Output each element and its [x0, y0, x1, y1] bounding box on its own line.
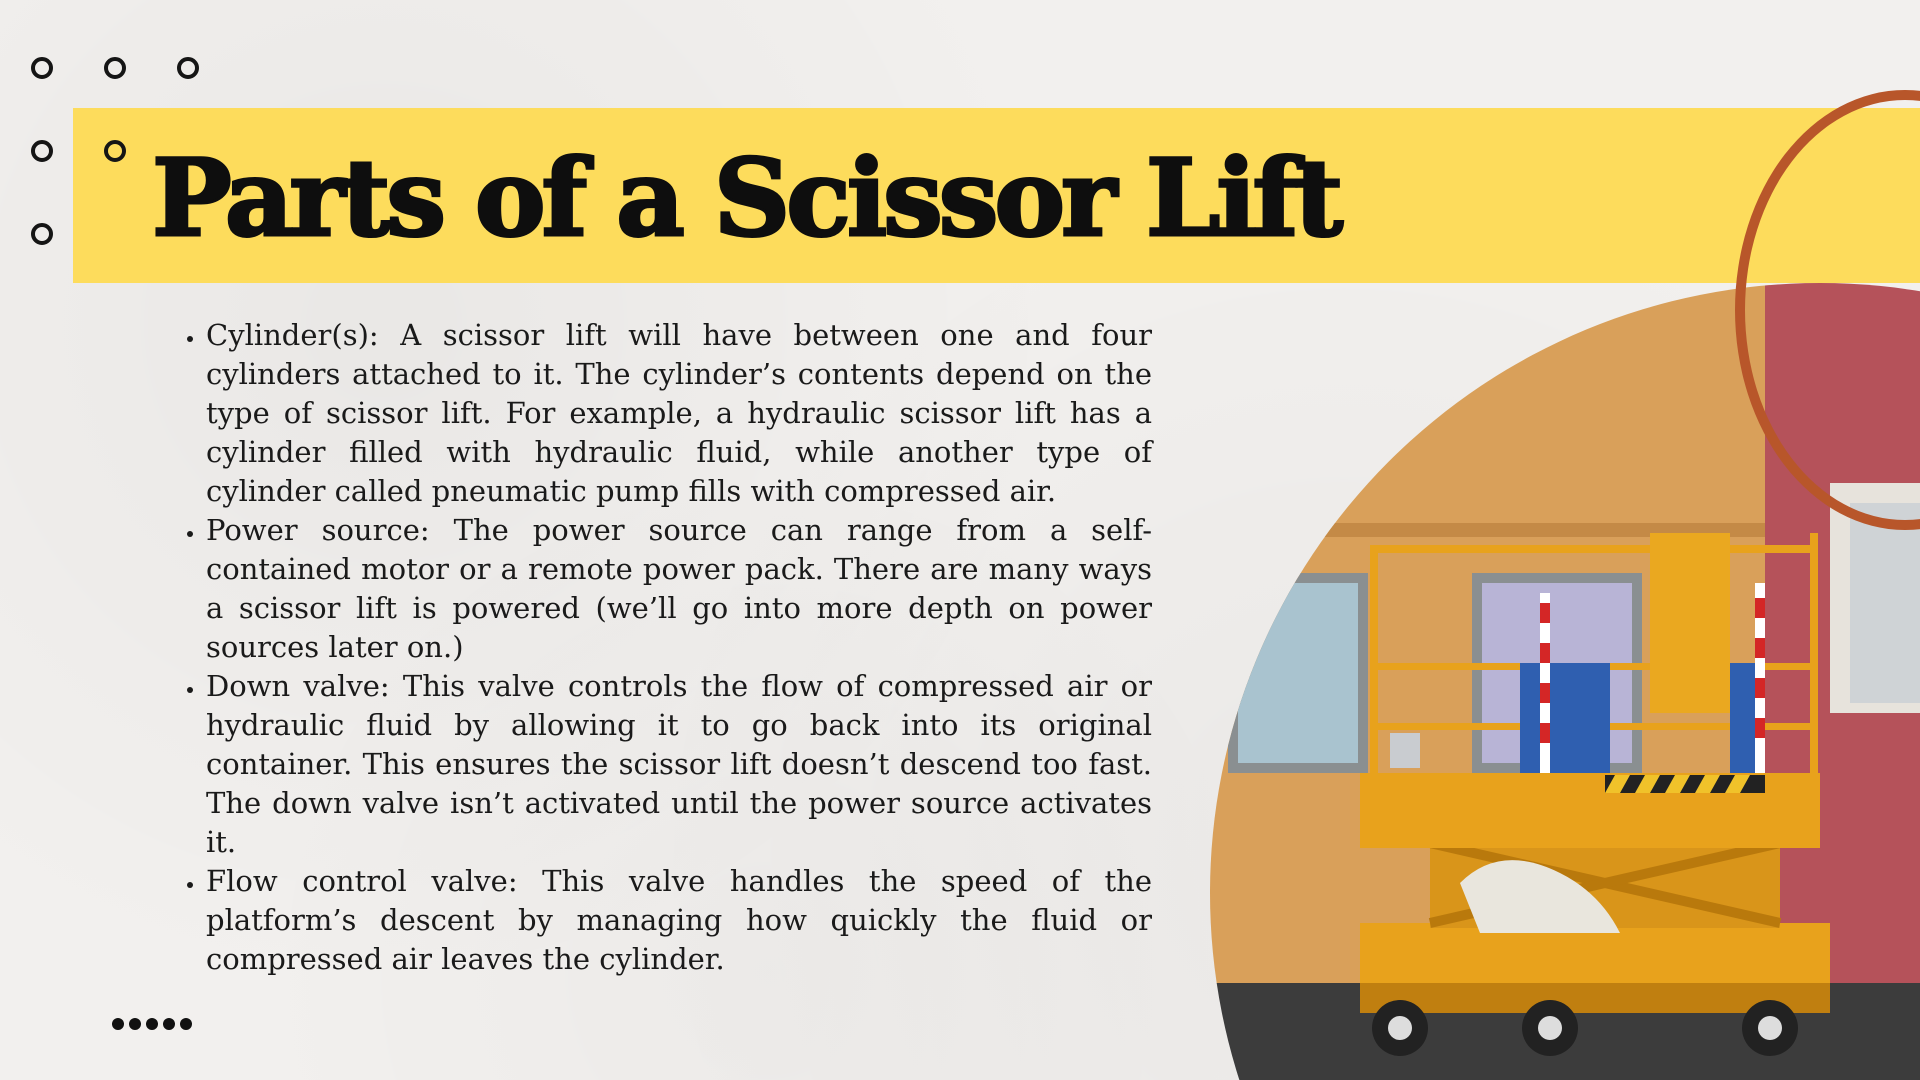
ring-icon — [104, 57, 126, 79]
list-item: • Flow control valve: This valve handles the speed of the platform’s descent by managing how quickly the fluid or compressed air leaves the cylinder. — [206, 862, 1152, 979]
ring-icon — [31, 223, 53, 245]
bullet-list — [178, 316, 1152, 979]
list-item: • Cylinder(s): A scissor lift will have between one and four cylinders attached to it. The cylinder’s contents depend on the type of scissor lift. For example, a hydraulic scissor lift has a cylinder filled with hydraulic fluid, while another type of cylinder called pneumatic pump fills with compressed air. — [206, 316, 1152, 511]
dot-icon — [129, 1018, 141, 1030]
dot-icon — [146, 1018, 158, 1030]
list-item: • Power source: The power source can range from a self-contained motor or a remote power pack. There are many ways a scissor lift is powered (we’ll go into more depth on power sources later on.) — [206, 511, 1152, 667]
ring-icon — [177, 57, 199, 79]
slide-title: Parts of a Scissor Lift — [152, 135, 1340, 260]
list-item: • Down valve: This valve controls the flow of compressed air or hydraulic fluid by allowing it to go back into its original container. This ensures the scissor lift doesn’t descend too fast. The down valve isn’t activated until the power source activates it. — [206, 667, 1152, 862]
dot-icon — [112, 1018, 124, 1030]
ring-icon — [31, 57, 53, 79]
pagination-dots — [112, 1018, 192, 1030]
dot-icon — [180, 1018, 192, 1030]
ring-icon — [104, 140, 126, 162]
ring-icon — [31, 140, 53, 162]
dot-icon — [163, 1018, 175, 1030]
